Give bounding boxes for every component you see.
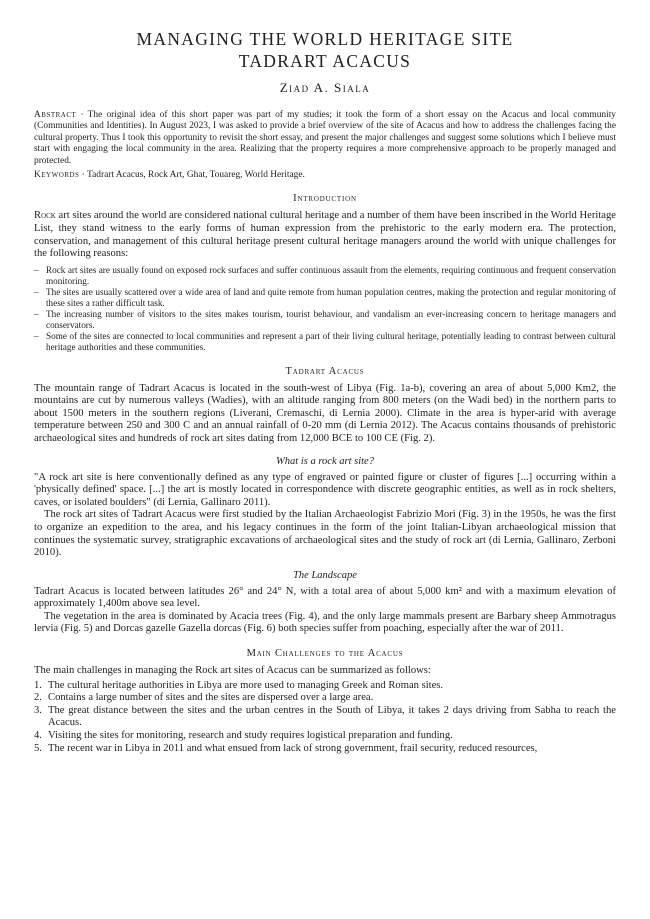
list-item-number: 4. [34,730,42,742]
landscape-paragraph-1: Tadrart Acacus is located between latitudes 26° and 24° N, with a total area of about 5,000 km² and with a maximum elevation of approximately 1,400m above sea level. [34,585,616,610]
abstract-label: Abstract [34,110,77,120]
list-item [34,680,616,693]
list-item-text: Some of the sites are connected to local communities and represent a part of their living cultural heritage, potentially leading to contrast between cultural heritage authorities and these communities. [46,331,616,353]
rock-art-definition-paragraph: "A rock art site is here conventionally defined as any type of engraved or painted figure or cluster of figures [...] occurring within a 'physically defined' space. [...] the art is mostly located in correspondence with discrete geographic entities, as well as in rock shelters, caves, or isolated boulders" (di Lernia, Gallinaro 2011). [34,471,616,508]
list-item [34,287,616,309]
list-item-number: 5. [34,742,42,754]
bullet-dash: – [34,331,39,342]
introduction-lead-word: Rock [34,210,56,222]
keywords-label: Keywords [34,170,80,181]
introduction-heading: Introduction [293,193,357,205]
challenges-intro: The main challenges in managing the Rock art sites of Acacus can be summarized as follows: [34,665,431,677]
list-item-text: Rock art sites are usually found on exposed rock surfaces and suffer continuous assault from the elements, requiring continuous and frequent conservation monitoring. [46,264,616,286]
list-item [34,692,616,705]
abstract [34,110,616,167]
abstract-text: · The original idea of this short paper was part of my studies; it took the form of a short essay on the Acacus and local community (Communities and Identities). In August 2023, I was asked to provide a brief overview of the site of Acacus and how to address the challenges facing the cultural property. Thus I took this opportunity to revisit the short essay, and present the major challenges and suggest some solutions which I believe must start with engaging the local community in the area. Realizing that the property requires a more comprehensive approach to be properly managed and protected. [34,110,616,166]
list-item [34,331,616,353]
keywords [34,170,616,181]
list-item-number: 2. [34,692,42,704]
list-item-number: 3. [34,704,42,716]
introduction-bullet-list [34,265,616,354]
introduction-paragraph [34,210,616,260]
keywords-text: · Tadrart Acacus, Rock Art, Ghat, Touareg, World Heritage. [79,170,305,181]
list-item [34,309,616,331]
bullet-dash: – [34,309,39,320]
list-item-text: The great distance between the sites and the urban centres in the South of Libya, it takes 2 days driving from Sabha to reach the Acacus. [48,704,616,729]
list-item [34,730,616,743]
title-line-2: TADRART ACACUS [238,51,412,71]
landscape-heading: The Landscape [293,569,357,581]
list-item-text: Visiting the sites for monitoring, research and study requires logistical preparation and funding. [48,730,453,742]
tadrart-acacus-paragraph: The mountain range of Tadrart Acacus is located in the south-west of Libya (Fig. 1a-b), covering an area of about 5,000 Km2, the mountains are cut by numerous valleys (Wadies), with an altitude ranging from 800 meters (on the Wadi bed) in the northern parts to about 1500 meters in the southern regions (Liverani, Cremaschi, di Lernia 2000). Climate in the area is hyper-arid with average temperature between 250 and 300 C and an annual rainfall of 0-20 mm (di Lernia 2012). The Acacus contains thousands of prehistoric archaeological sites and hundreds of rock art sites dating from 12,000 BCE to 100 CE (Fig. 2). [34,382,616,444]
list-item-text: The recent war in Libya in 2011 and what ensued from lack of strong government, frail security, reduced resources, [48,742,538,754]
author-name: Ziad A. Siala [279,80,371,95]
introduction-text: art sites around the world are considered national cultural heritage and a number of them have been inscribed in the World Heritage List, they stand witness to the early forms of human expression from the prehistoric to the early modern era. The protection, conservation, and management of this cultural heritage present cultural heritage managers around the world with unique challenges for the following reasons: [34,210,616,260]
rock-art-site-heading: What is a rock art site? [276,455,374,467]
tadrart-acacus-heading: Tadrart Acacus [285,365,365,377]
list-item-text: The cultural heritage authorities in Libya are more used to managing Greek and Roman sites. [48,679,444,691]
list-item-text: Contains a large number of sites and the sites are dispersed over a large area. [48,692,374,704]
list-item [34,743,616,756]
main-challenges-heading: Main Challenges to the Acacus [246,648,404,660]
paper-title [34,28,616,72]
bullet-dash: – [34,264,39,275]
list-item [34,265,616,287]
list-item-text: The increasing number of visitors to the sites makes tourism, tourist behaviour, and vandalism an ever-increasing concern to heritage managers and conservators. [46,309,616,331]
landscape-paragraph-2: The vegetation in the area is dominated by Acacia trees (Fig. 4), and the only large mammals present are Barbary sheep Ammotragus lervia (Fig. 5) and Dorcas gazelle Gazella dorcas (Fig. 6) both species suffer from poaching, especially after the war of 2011. [34,610,616,635]
title-line-1: MANAGING THE WORLD HERITAGE SITE [136,29,514,49]
bullet-dash: – [34,287,39,297]
rock-art-history-paragraph: The rock art sites of Tadrart Acacus were first studied by the Italian Archaeologist Fabrizio Mori (Fig. 3) in the 1950s, he was the first to organize an expedition to the area, and his legacy continues in the form of the joint Italian-Libyan archaeological mission that continues the systematic survey, stratigraphic excavations of archaeological sites and the study of rock art (di Lernia, Gallinaro, Zerboni 2010). [34,509,616,559]
list-item [34,705,616,730]
list-item-text: The sites are usually scattered over a wide area of land and quite remote from human population centres, making the protection and regular monitoring of these sites a rather difficult task. [46,287,616,309]
challenges-list [34,680,616,756]
list-item-number: 1. [34,679,42,691]
